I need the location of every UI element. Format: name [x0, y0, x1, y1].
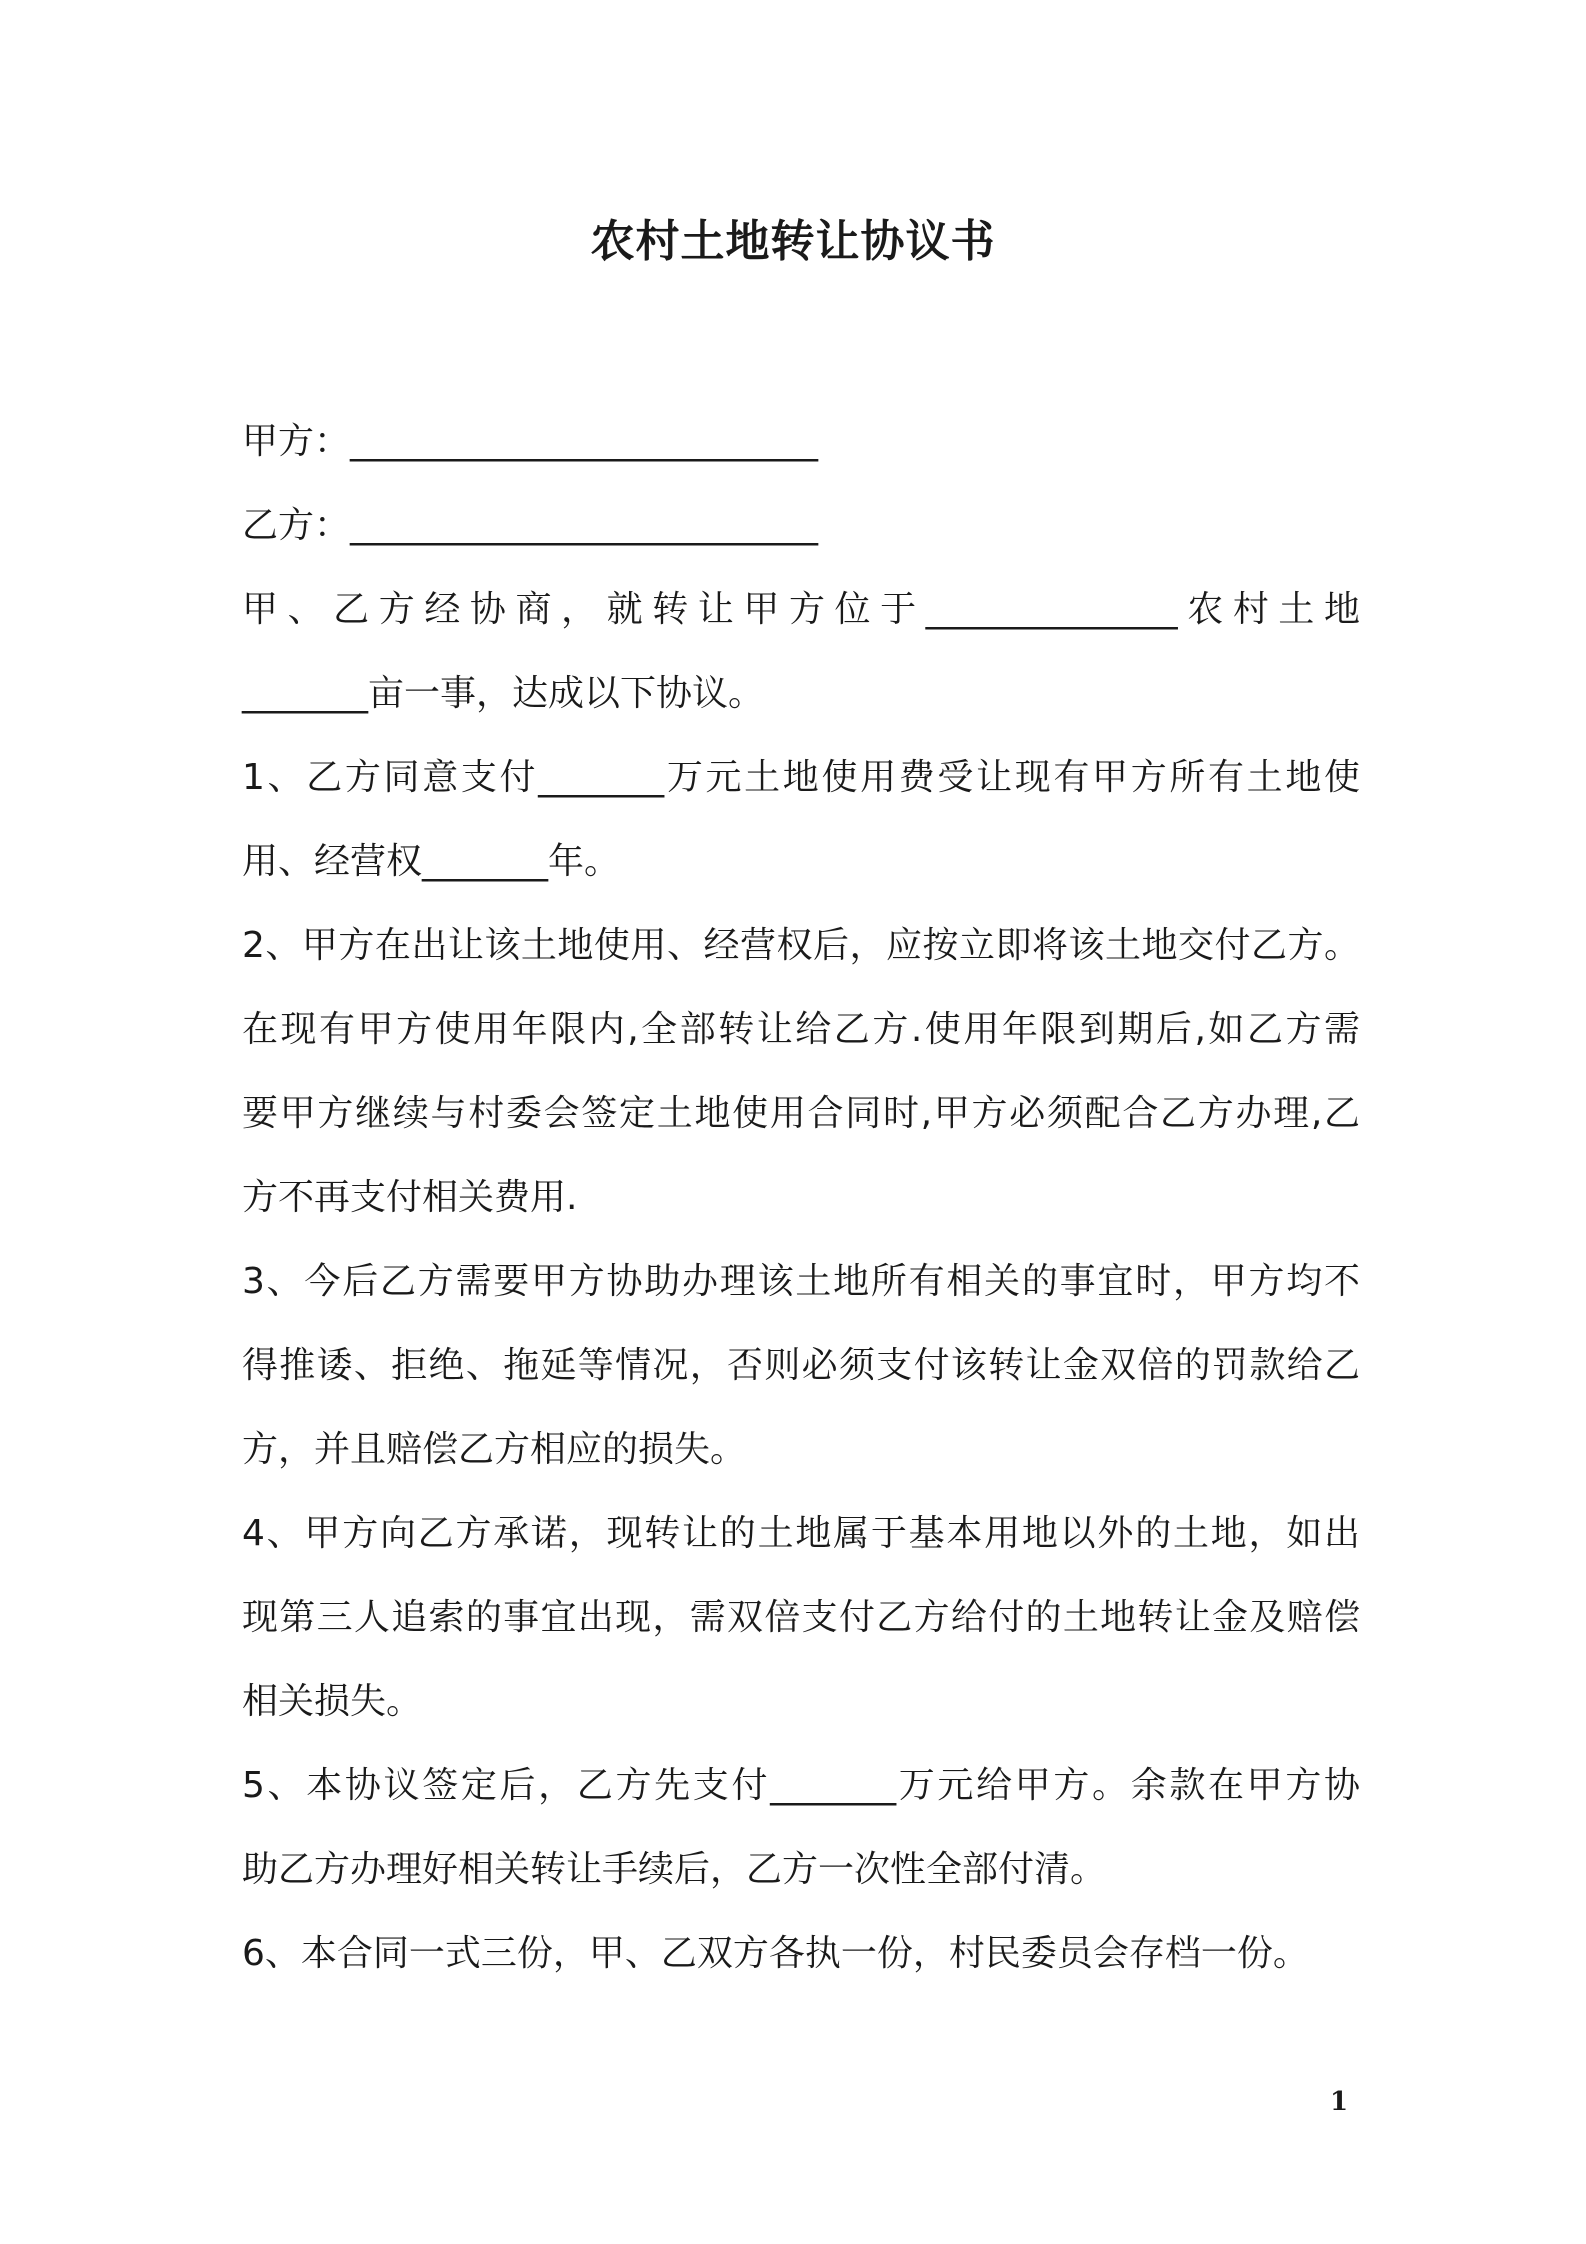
clause-1-line-1: 1、乙方同意支付_______万元土地使用费受让现有甲方所有土地使 — [242, 757, 1360, 798]
clause-6-line-1: 6、本合同一式三份，甲、乙双方各执一份，村民委员会存档一份。 — [242, 1933, 1309, 1974]
clause-2-line-4: 方不再支付相关费用. — [242, 1177, 578, 1218]
clause-4-line-3: 相关损失。 — [242, 1681, 423, 1722]
page-number: 1 — [1330, 2087, 1349, 2117]
preamble-line-2: _______亩一事，达成以下协议。 — [242, 673, 765, 714]
clause-1-line-2: 用、经营权_______年。 — [242, 841, 621, 882]
clause-5-line-2: 助乙方办理好相关转让手续后，乙方一次性全部付清。 — [242, 1849, 1107, 1890]
clause-2-line-2: 在现有甲方使用年限内,全部转让给乙方.使用年限到期后,如乙方需 — [242, 1009, 1360, 1050]
document-body — [242, 400, 1360, 1996]
party-a-line: 甲方：__________________________ — [242, 421, 819, 462]
party-b-line: 乙方：__________________________ — [242, 505, 819, 546]
clause-5-line-1: 5、本协议签定后，乙方先支付_______万元给甲方。余款在甲方协 — [242, 1765, 1360, 1806]
clause-3-line-2: 得推诿、拒绝、拖延等情况，否则必须支付该转让金双倍的罚款给乙 — [242, 1345, 1360, 1386]
clause-3-line-3: 方，并且赔偿乙方相应的损失。 — [242, 1429, 747, 1470]
clause-4-line-2: 现第三人追索的事宜出现，需双倍支付乙方给付的土地转让金及赔偿 — [242, 1597, 1360, 1638]
clause-2-line-3: 要甲方继续与村委会签定土地使用合同时,甲方必须配合乙方办理,乙 — [242, 1093, 1360, 1134]
clause-4-line-1: 4、甲方向乙方承诺，现转让的土地属于基本用地以外的土地，如出 — [242, 1513, 1360, 1554]
clause-3-line-1: 3、今后乙方需要甲方协助办理该土地所有相关的事宜时，甲方均不 — [242, 1261, 1360, 1302]
document-title: 农村土地转让协议书 — [590, 216, 996, 267]
preamble-line-1: 甲、乙方经协商，就转让甲方位于______________农村土地 — [242, 589, 1360, 630]
clause-2-line-1: 2、甲方在出让该土地使用、经营权后，应按立即将该土地交付乙方。 — [242, 925, 1360, 966]
